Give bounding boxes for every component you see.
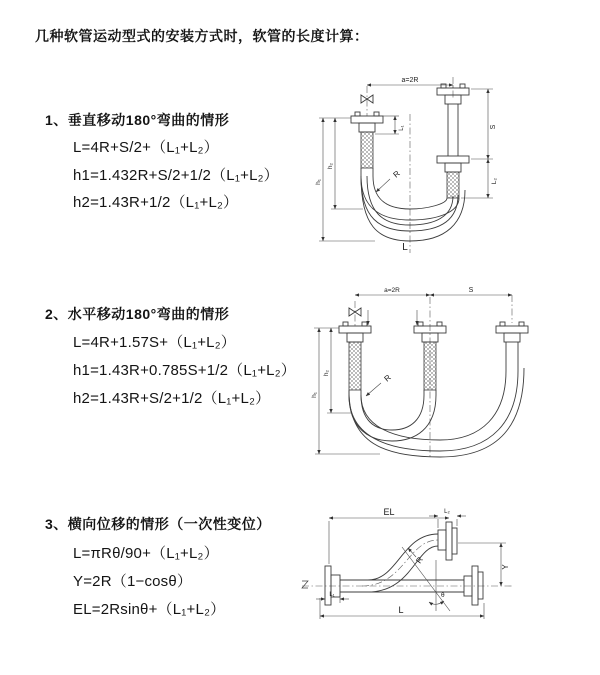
dim-label-a2r: a=2R — [401, 77, 419, 84]
section-heading-2: 2、水平移动180°弯曲的情形 — [45, 306, 230, 322]
flange-fitting-right — [496, 322, 528, 371]
diagram-horizontal-180-bend — [310, 283, 600, 463]
formula-line: h1=1.432R+S/2+1/2（L₁+L₂） — [73, 167, 279, 184]
dim-label-h2: h₂ — [327, 162, 334, 170]
flange-fitting-left — [339, 322, 371, 395]
formula-line: Y=2R（1−cosθ） — [73, 573, 193, 590]
dim-label-h1: h₁ — [315, 179, 322, 185]
flange-fitting-left — [325, 566, 340, 605]
flange-fitting-left — [351, 112, 383, 176]
flange-fitting-right-lower — [464, 566, 483, 605]
dim-label-y: Y — [501, 564, 510, 570]
dimension-lines — [316, 516, 506, 619]
centerlines — [367, 77, 453, 253]
dimension-lines — [314, 295, 512, 454]
formula-line: EL=2Rsinθ+（L₁+L₂） — [73, 601, 226, 618]
flange-fitting-middle — [414, 322, 446, 395]
dim-label-el: EL — [383, 507, 395, 517]
section-heading-1: 1、垂直移动180°弯曲的情形 — [45, 112, 230, 128]
formula-line: L=4R+1.57S+（L₁+L₂） — [73, 334, 236, 351]
dim-label-h2: h₂ — [323, 369, 330, 377]
dim-label-l: L — [402, 242, 408, 253]
diagram-lateral-displacement — [298, 503, 598, 645]
dim-label-theta: θ — [441, 592, 445, 599]
centerlines — [302, 540, 514, 586]
dim-label-a2r: a=2R — [384, 287, 400, 294]
formula-line: h2=1.43R+S/2+1/2（L₁+L₂） — [73, 390, 271, 407]
dim-label-r: R — [391, 168, 402, 180]
hose-u-bend — [349, 368, 524, 457]
dim-label-l2: L₂ — [444, 509, 450, 515]
formula-line: L=4R+S/2+（L₁+L₂） — [73, 139, 219, 156]
flange-fitting-right-upper — [438, 522, 457, 560]
formula-line: L=πRθ/90+（L₁+L₂） — [73, 545, 219, 562]
flange-fitting-right — [437, 84, 469, 198]
dim-label-l1: L₁ — [399, 125, 405, 131]
formula-line: h2=1.43R+1/2（L₁+L₂） — [73, 194, 239, 211]
dim-label-l1: L₁ — [329, 592, 335, 598]
dim-label-l: L — [398, 605, 404, 615]
formula-line: h1=1.43R+0.785S+1/2（L₁+L₂） — [73, 362, 296, 379]
dim-label-l2: L₂ — [491, 177, 498, 185]
dim-label-h1: h₁ — [311, 392, 318, 398]
centerline-break-mark — [302, 581, 308, 588]
dim-label-s: S — [468, 287, 474, 294]
page-title: 几种软管运动型式的安装方式时，软管的长度计算： — [35, 28, 369, 44]
diagram-vertical-180-bend — [315, 72, 595, 257]
dim-label-s: S — [490, 124, 497, 130]
dim-label-r: R — [382, 372, 393, 384]
section-heading-3: 3、横向位移的情形（一次性变位） — [45, 516, 271, 532]
dim-label-r: R — [414, 555, 425, 566]
